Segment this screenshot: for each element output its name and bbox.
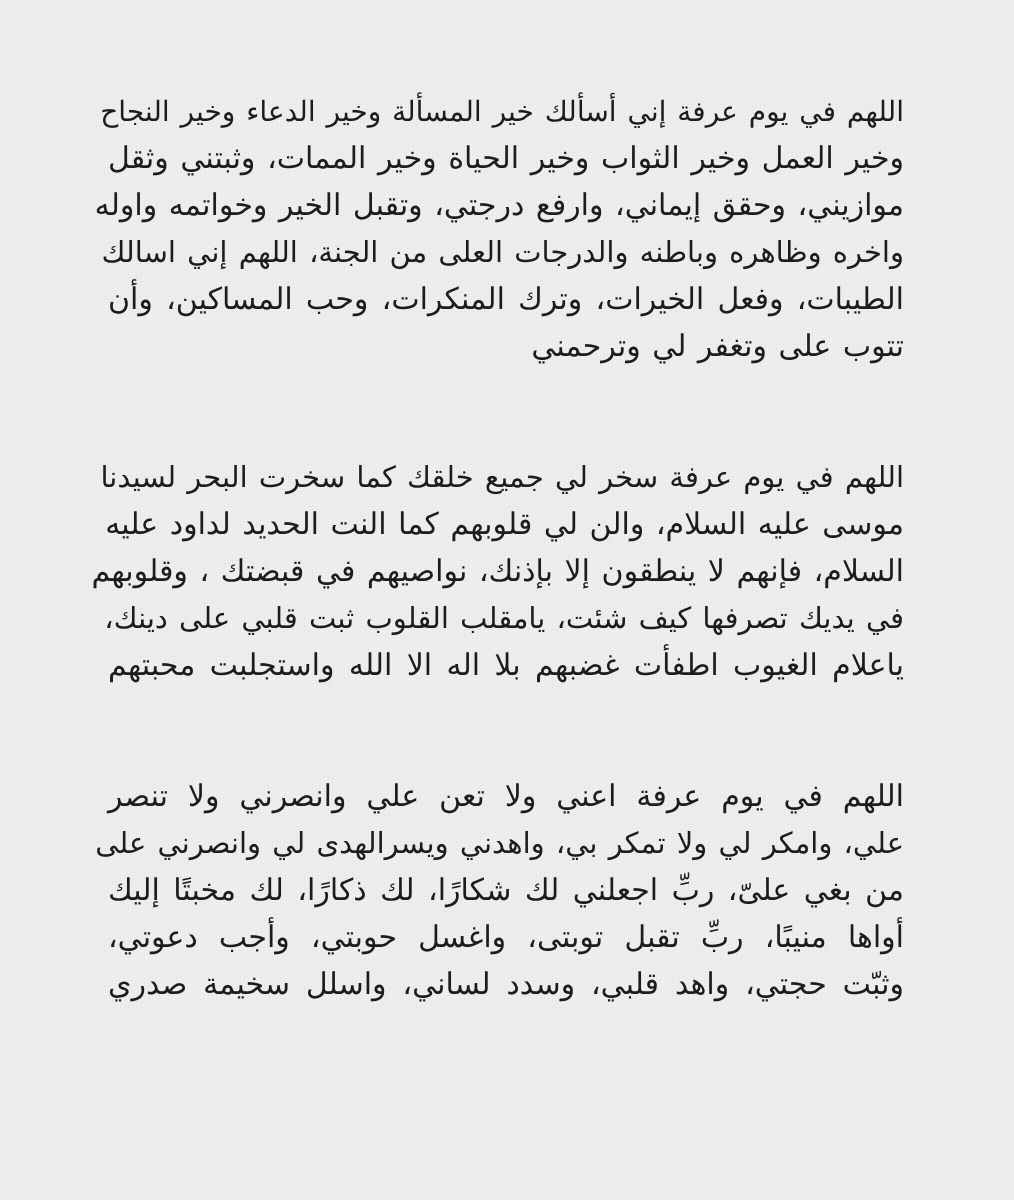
- text-line: اللهم في يوم عرفة سخر لي جميع خلقك كما سخرت البحر لسيدنا: [100, 460, 904, 494]
- prayer-paragraph-3: [95, 773, 904, 1008]
- text-line: علي، وامكر لي ولا تمكر بي، واهدني ويسرالهدى لي وانصرني على: [95, 826, 904, 860]
- prayer-paragraph-1: [94, 88, 904, 370]
- text-line: واخره وظاهره وباطنه والدرجات العلى من الجنة، اللهم إني اسالك: [101, 235, 904, 269]
- text-line: السلام، فإنهم لا ينطقون إلا بإذنك، نواصيهم في قبضتك ، وقلوبهم: [91, 554, 904, 589]
- text-line: ياعلام الغيوب اطفأت غضبهم بلا اله الا الله واستجلبت محبتهم: [108, 648, 904, 683]
- text-line: موسى عليه السلام، والن لي قلوبهم كما النت الحديد لداود عليه: [105, 507, 904, 542]
- text-line: موازيني، وحقق إيماني، وارفع درجتي، وتقبل الخير وخواتمه واوله: [94, 188, 904, 223]
- text-line: تتوب على وتغفر لي وترحمني: [531, 329, 904, 364]
- text-line: الطيبات، وفعل الخيرات، وترك المنكرات، وحب المساكين، وأن: [108, 282, 904, 317]
- text-line: في يديك تصرفها كيف شئت، يامقلب القلوب ثبت قلبي على دينك،: [104, 601, 904, 635]
- text-line: اللهم في يوم عرفة اعني ولا تعن علي وانصرني ولا تنصر: [108, 779, 904, 814]
- text-line: وخير العمل وخير الثواب وخير الحياة وخير الممات، وثبتني وثقل: [108, 141, 904, 176]
- prayer-paragraph-2: [91, 454, 904, 689]
- text-line: من بغي علىّ، ربِّ اجعلني لك شكارًا، لك ذكارًا، لك مخبتًا إليك: [108, 873, 904, 908]
- text-line: وثبّت حجتي، واهد قلبي، وسدد لساني، واسلل سخيمة صدري: [108, 967, 904, 1002]
- text-line: اللهم في يوم عرفة إني أسألك خير المسألة وخير الدعاء وخير النجاح: [100, 95, 904, 128]
- text-line: أواها منيبًا، ربِّ تقبل توبتى، واغسل حوبتي، وأجب دعوتي،: [108, 920, 904, 955]
